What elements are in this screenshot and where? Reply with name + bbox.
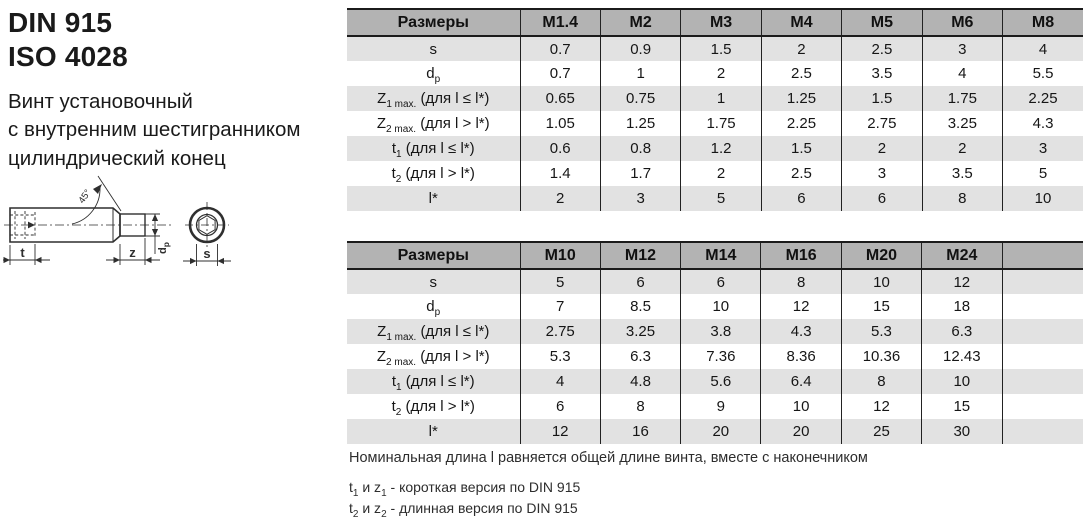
dimension-cell: 5.3: [520, 344, 600, 369]
dimension-cell: 2: [681, 161, 761, 186]
table-row: [347, 269, 1083, 294]
dimension-cell: 2.25: [761, 111, 841, 136]
dimension-cell: 8: [761, 269, 841, 294]
dimension-cell: 8.36: [761, 344, 841, 369]
dimension-cell: 2.5: [761, 61, 841, 86]
column-header-m8: M8: [1003, 9, 1083, 36]
dimension-cell: 12: [761, 294, 841, 319]
dimensions-table-m10-m24: [347, 241, 1083, 444]
empty-cell: [1002, 369, 1083, 394]
dimension-cell: 4: [922, 61, 1002, 86]
row-label: s: [347, 269, 520, 294]
column-header-m3: M3: [681, 9, 761, 36]
empty-cell: [1002, 294, 1083, 319]
column-header-m12: M12: [600, 242, 680, 269]
empty-cell: [1002, 269, 1083, 294]
dimension-cell: 1.4: [520, 161, 600, 186]
dimension-cell: 5: [681, 186, 761, 211]
table-row: [347, 394, 1083, 419]
dimension-cell: 2: [681, 61, 761, 86]
dim-label-s: s: [203, 246, 211, 261]
dimension-cell: 9: [681, 394, 761, 419]
description-line-3: цилиндрический конец: [8, 146, 226, 170]
dimension-cell: 6.3: [922, 319, 1002, 344]
dimension-cell: 3: [922, 36, 1002, 61]
column-header-m1.4: M1.4: [520, 9, 600, 36]
dimension-cell: 5.6: [681, 369, 761, 394]
dimensions-table-m1-m8: [347, 8, 1083, 211]
dimension-cell: 1.75: [922, 86, 1002, 111]
dimension-cell: 6: [600, 269, 680, 294]
dimension-cell: 7: [520, 294, 600, 319]
row-label: l*: [347, 186, 520, 211]
dimension-cell: 2.5: [842, 36, 922, 61]
dimension-cell: 6.3: [600, 344, 680, 369]
row-label: $Z_{1 max.}$ (для l ≤ l*): [347, 86, 520, 111]
standard-din: DIN 915: [8, 7, 113, 38]
row-label: $d_p$: [426, 65, 441, 85]
dimension-cell: 10: [1003, 186, 1083, 211]
dimension-cell: 12: [520, 419, 600, 444]
dimension-cell: 12.43: [922, 344, 1002, 369]
row-label: $t_2$ (для l > l*): [391, 165, 475, 185]
dimension-cell: 3.8: [681, 319, 761, 344]
dimension-cell: 4.3: [761, 319, 841, 344]
table-row: [347, 111, 1083, 136]
dimension-cell: 1.7: [600, 161, 680, 186]
dimension-cell: 2: [761, 36, 841, 61]
dimension-cell: 0.6: [520, 136, 600, 161]
dimension-cell: 0.7: [520, 61, 600, 86]
dimension-cell: 8.5: [600, 294, 680, 319]
dimension-cell: 1: [681, 86, 761, 111]
dimension-cell: 10: [681, 294, 761, 319]
dimension-cell: 20: [761, 419, 841, 444]
row-label: $t_1$ (для l ≤ l*): [347, 136, 520, 161]
empty-cell: [1002, 319, 1083, 344]
column-header-m14: M14: [681, 242, 761, 269]
table-row: [347, 369, 1083, 394]
footnotes-versions: [349, 477, 580, 519]
dimension-cell: 1.75: [681, 111, 761, 136]
row-label: s: [347, 36, 520, 61]
column-header-m16: M16: [761, 242, 841, 269]
dimension-cell: 1.25: [761, 86, 841, 111]
dimension-cell: 0.7: [520, 36, 600, 61]
table-row: [347, 419, 1083, 444]
dimension-cell: 1.05: [520, 111, 600, 136]
side-view: [3, 176, 172, 265]
technical-drawing: [2, 168, 250, 288]
dimension-cell: 2: [922, 136, 1002, 161]
dimension-cell: 15: [922, 394, 1002, 419]
row-label: $t_1$ (для l ≤ l*): [347, 369, 520, 394]
dimension-cell: 25: [841, 419, 921, 444]
dimension-cell: 5: [1003, 161, 1083, 186]
dimension-cell: 20: [681, 419, 761, 444]
dimension-cell: 8: [922, 186, 1002, 211]
dimension-cell: 5.3: [841, 319, 921, 344]
dimension-cell: 1.5: [681, 36, 761, 61]
description-line-2: с внутренним шестигранником: [8, 118, 301, 142]
dimension-cell: 1.25: [600, 111, 680, 136]
dimension-cell: 10.36: [841, 344, 921, 369]
column-header-m10: M10: [520, 242, 600, 269]
table-row: [347, 61, 1083, 86]
dimension-cell: 4: [1003, 36, 1083, 61]
dimension-cell: 6: [761, 186, 841, 211]
dimensions-header-label: Размеры: [347, 9, 520, 36]
column-header-m2: M2: [600, 9, 680, 36]
dimension-cell: 1.5: [761, 136, 841, 161]
empty-cell: [1002, 394, 1083, 419]
dimension-cell: 10: [761, 394, 841, 419]
dimension-cell: 8: [600, 394, 680, 419]
empty-cell: [1002, 344, 1083, 369]
dim-label-angle: 45°: [76, 187, 94, 206]
dimension-cell: 10: [841, 269, 921, 294]
dimension-cell: 0.9: [600, 36, 680, 61]
dimension-cell: 6.4: [761, 369, 841, 394]
dimension-cell: 2.75: [842, 111, 922, 136]
column-header-m20: M20: [841, 242, 921, 269]
dimension-cell: 2.25: [1003, 86, 1083, 111]
table-row: [347, 136, 1083, 161]
dim-label-z: z: [129, 245, 136, 260]
dimension-cell: 8: [841, 369, 921, 394]
dimension-cell: 4.8: [600, 369, 680, 394]
dimension-cell: 3.5: [922, 161, 1002, 186]
dimension-cell: 3: [600, 186, 680, 211]
dimension-cell: 2: [842, 136, 922, 161]
table-row: [347, 36, 1083, 61]
standard-titles: [8, 6, 128, 74]
row-label: l*: [347, 419, 520, 444]
dim-label-dp: $d_p$: [157, 242, 171, 254]
empty-column-header: [1002, 242, 1083, 269]
footnote-short-version: $t_1$ и $z_1$ - короткая версия по DIN 915: [349, 479, 581, 499]
dimension-cell: 3: [1003, 136, 1083, 161]
dimension-cell: 12: [841, 394, 921, 419]
table-row: [347, 161, 1083, 186]
dimension-cell: 6: [681, 269, 761, 294]
empty-cell: [1002, 419, 1083, 444]
dimension-cell: 0.8: [600, 136, 680, 161]
column-header-m5: M5: [842, 9, 922, 36]
dimension-cell: 12: [922, 269, 1002, 294]
dimension-tables: [347, 8, 1083, 444]
column-header-m24: M24: [922, 242, 1002, 269]
dimension-cell: 7.36: [681, 344, 761, 369]
dimension-cell: 5: [520, 269, 600, 294]
table-header-row: [347, 9, 1083, 36]
table-row: [347, 86, 1083, 111]
dimension-cell: 1: [600, 61, 680, 86]
dimension-cell: 1.2: [681, 136, 761, 161]
dimension-cell: 1.5: [842, 86, 922, 111]
dimension-cell: 0.65: [520, 86, 600, 111]
row-label: $Z_{2 max.}$ (для l > l*): [376, 115, 490, 135]
table-header-row: [347, 242, 1083, 269]
footnote-long-version: $t_2$ и $z_2$ - длинная версия по DIN 915: [349, 500, 578, 520]
row-label: $d_p$: [426, 298, 441, 318]
dimension-cell: 3.25: [600, 319, 680, 344]
column-header-m4: M4: [761, 9, 841, 36]
dimension-cell: 4: [520, 369, 600, 394]
table-row: [347, 344, 1083, 369]
column-header-m6: M6: [922, 9, 1002, 36]
dimension-cell: 6: [842, 186, 922, 211]
description-line-1: Винт установочный: [8, 90, 193, 113]
dim-label-t: t: [20, 245, 25, 260]
row-label: $t_2$ (для l > l*): [391, 398, 475, 418]
dimension-cell: 18: [922, 294, 1002, 319]
dimension-cell: 16: [600, 419, 680, 444]
dimension-cell: 5.5: [1003, 61, 1083, 86]
dimension-cell: 30: [922, 419, 1002, 444]
dimension-cell: 4.3: [1003, 111, 1083, 136]
dimension-cell: 3: [842, 161, 922, 186]
table-row: [347, 186, 1083, 211]
table-row: [347, 294, 1083, 319]
dimension-cell: 15: [841, 294, 921, 319]
dimension-cell: 3.5: [842, 61, 922, 86]
row-label: $Z_{1 max.}$ (для l ≤ l*): [347, 319, 520, 344]
dimensions-header-label: Размеры: [347, 242, 520, 269]
dimension-cell: 6: [520, 394, 600, 419]
standard-iso: ISO 4028: [8, 41, 128, 73]
row-label: $Z_{2 max.}$ (для l > l*): [376, 348, 490, 368]
dimension-cell: 10: [922, 369, 1002, 394]
dimension-cell: 2.75: [520, 319, 600, 344]
dimension-cell: 2.5: [761, 161, 841, 186]
table-row: [347, 319, 1083, 344]
dimension-cell: 2: [520, 186, 600, 211]
dimension-cell: 3.25: [922, 111, 1002, 136]
dimension-cell: 0.75: [600, 86, 680, 111]
footnote-nominal-length: Номинальная длина l равняется общей длине винта, вместе с наконечником: [349, 450, 868, 466]
product-description: [8, 88, 301, 173]
